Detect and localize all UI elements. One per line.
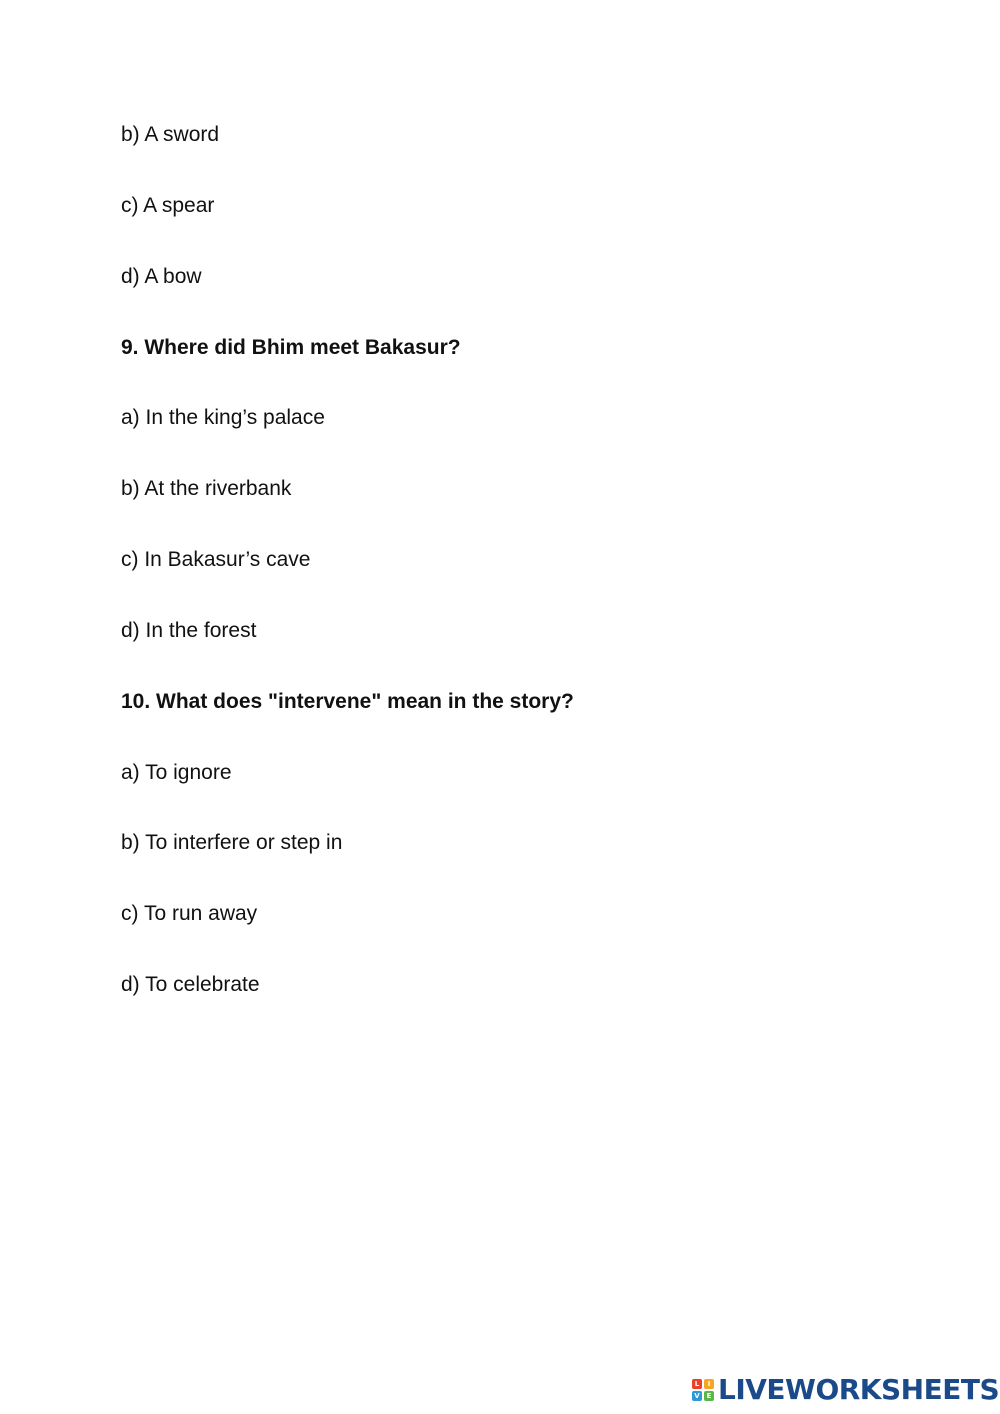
option-d-celebrate: d) To celebrate [121,973,260,996]
option-b-riverbank: b) At the riverbank [121,477,292,500]
logo-mark-letter-e: E [704,1391,714,1401]
logo-mark-letter-i: I [704,1379,714,1389]
option-d-forest: d) In the forest [121,619,257,642]
option-c-run-away: c) To run away [121,902,258,925]
logo-mark-icon [692,1379,714,1401]
option-a-kings-palace: a) In the king’s palace [121,406,325,429]
option-b-interfere: b) To interfere or step in [121,831,343,854]
option-c-bakasurs-cave: c) In Bakasur’s cave [121,548,311,571]
option-a-ignore: a) To ignore [121,761,232,784]
option-b-sword: b) A sword [121,123,220,146]
logo-mark-letter-v: V [692,1391,702,1401]
logo-text: LIVEWORKSHEETS [718,1373,1000,1406]
question-10: 10. What does "intervene" mean in the story? [121,690,574,713]
question-9: 9. Where did Bhim meet Bakasur? [121,336,461,359]
option-c-spear: c) A spear [121,194,215,217]
liveworksheets-logo [692,1374,999,1406]
logo-mark-letter-l: L [692,1379,702,1389]
option-d-bow: d) A bow [121,265,202,288]
